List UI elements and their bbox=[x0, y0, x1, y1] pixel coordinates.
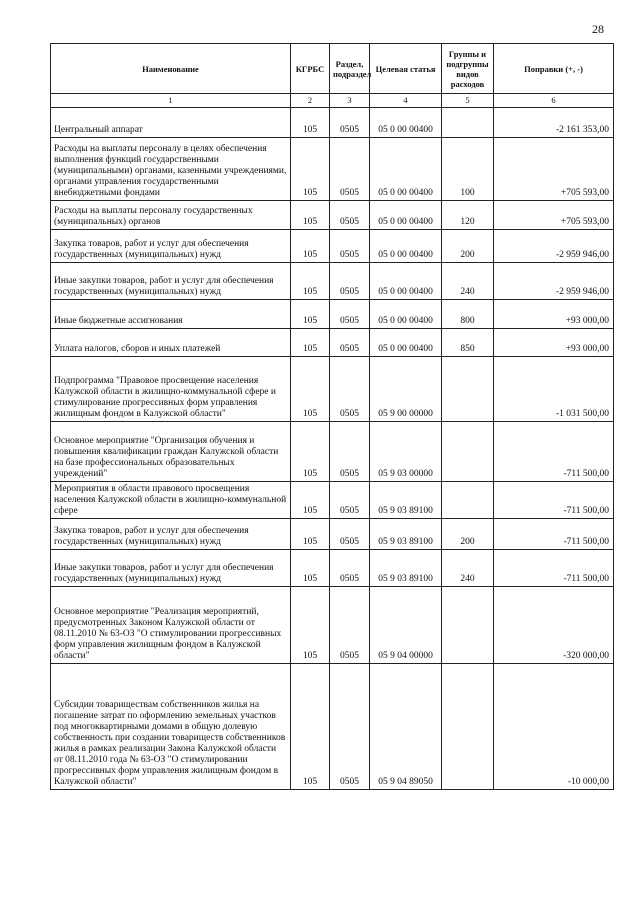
row-amount: -10 000,00 bbox=[494, 664, 614, 790]
row-kgrbs: 105 bbox=[291, 138, 330, 201]
header-row bbox=[51, 44, 614, 94]
row-kgrbs: 105 bbox=[291, 201, 330, 230]
index-row bbox=[51, 94, 614, 108]
header-kgrbs: КГРБС bbox=[291, 44, 330, 94]
row-kgrbs: 105 bbox=[291, 230, 330, 263]
table-row bbox=[51, 519, 614, 550]
row-target: 05 0 00 00400 bbox=[370, 329, 442, 357]
row-kgrbs: 105 bbox=[291, 482, 330, 519]
row-name: Уплата налогов, сборов и иных платежей bbox=[51, 329, 291, 357]
table-row bbox=[51, 108, 614, 138]
row-razdel: 0505 bbox=[330, 550, 370, 587]
row-amount: -1 031 500,00 bbox=[494, 357, 614, 422]
index-cell: 5 bbox=[442, 94, 494, 108]
row-group bbox=[442, 587, 494, 664]
row-name: Иные закупки товаров, работ и услуг для обеспечения государственных (муниципальных) нужд bbox=[51, 263, 291, 300]
row-name: Иные закупки товаров, работ и услуг для обеспечения государственных (муниципальных) нужд bbox=[51, 550, 291, 587]
table-row bbox=[51, 664, 614, 790]
row-target: 05 0 00 00400 bbox=[370, 201, 442, 230]
table-body bbox=[51, 108, 614, 790]
row-target: 05 0 00 00400 bbox=[370, 108, 442, 138]
row-razdel: 0505 bbox=[330, 263, 370, 300]
row-target: 05 0 00 00400 bbox=[370, 300, 442, 329]
index-cell: 6 bbox=[494, 94, 614, 108]
row-name: Расходы на выплаты персоналу в целях обеспечения выполнения функций государственными (муниципальными) органами, казенными учреждениями, органами управления государственными внебюджетными фондами bbox=[51, 138, 291, 201]
header-amendments: Поправки (+, -) bbox=[494, 44, 614, 94]
row-amount: -320 000,00 bbox=[494, 587, 614, 664]
row-razdel: 0505 bbox=[330, 138, 370, 201]
row-kgrbs: 105 bbox=[291, 108, 330, 138]
row-target: 05 0 00 00400 bbox=[370, 138, 442, 201]
row-kgrbs: 105 bbox=[291, 550, 330, 587]
row-amount: -711 500,00 bbox=[494, 550, 614, 587]
table-row bbox=[51, 138, 614, 201]
row-name: Подпрограмма "Правовое просвещение населения Калужской области в жилищно-коммунальной сфере и стимулирование прогрессивных форм управления жилищным фондом в Калужской области" bbox=[51, 357, 291, 422]
row-name: Закупка товаров, работ и услуг для обеспечения государственных (муниципальных) нужд bbox=[51, 519, 291, 550]
row-razdel: 0505 bbox=[330, 201, 370, 230]
row-target: 05 9 04 00000 bbox=[370, 587, 442, 664]
row-amount: -2 161 353,00 bbox=[494, 108, 614, 138]
row-kgrbs: 105 bbox=[291, 422, 330, 482]
row-target: 05 0 00 00400 bbox=[370, 230, 442, 263]
row-name: Расходы на выплаты персоналу государственных (муниципальных) органов bbox=[51, 201, 291, 230]
row-amount: +705 593,00 bbox=[494, 138, 614, 201]
row-name: Основное мероприятие "Организация обучения и повышения квалификации граждан Калужской области на базе профессиональных образовательных учреждений" bbox=[51, 422, 291, 482]
index-cell: 1 bbox=[51, 94, 291, 108]
row-amount: -711 500,00 bbox=[494, 422, 614, 482]
row-kgrbs: 105 bbox=[291, 357, 330, 422]
header-razdel: Раздел, подраздел bbox=[330, 44, 370, 94]
table-row bbox=[51, 357, 614, 422]
row-group bbox=[442, 664, 494, 790]
row-group: 800 bbox=[442, 300, 494, 329]
table-row bbox=[51, 300, 614, 329]
row-name: Иные бюджетные ассигнования bbox=[51, 300, 291, 329]
row-name: Основное мероприятие "Реализация мероприятий, предусмотренных Законом Калужской области от 08.11.2010 № 63-ОЗ "О стимулировании прогрессивных форм управления жилищным фондом в Калужской области" bbox=[51, 587, 291, 664]
row-group: 200 bbox=[442, 230, 494, 263]
row-amount: +93 000,00 bbox=[494, 300, 614, 329]
row-kgrbs: 105 bbox=[291, 300, 330, 329]
row-razdel: 0505 bbox=[330, 108, 370, 138]
row-group: 100 bbox=[442, 138, 494, 201]
index-cell: 2 bbox=[291, 94, 330, 108]
row-amount: -711 500,00 bbox=[494, 482, 614, 519]
row-kgrbs: 105 bbox=[291, 519, 330, 550]
row-group bbox=[442, 482, 494, 519]
row-name: Мероприятия в области правового просвещения населения Калужской области в жилищно-коммунальной сфере bbox=[51, 482, 291, 519]
row-amount: +705 593,00 bbox=[494, 201, 614, 230]
row-target: 05 9 03 89100 bbox=[370, 519, 442, 550]
table-row bbox=[51, 201, 614, 230]
row-razdel: 0505 bbox=[330, 329, 370, 357]
row-group: 850 bbox=[442, 329, 494, 357]
header-target: Целевая статья bbox=[370, 44, 442, 94]
row-amount: -2 959 946,00 bbox=[494, 263, 614, 300]
row-target: 05 9 03 89100 bbox=[370, 550, 442, 587]
row-amount: +93 000,00 bbox=[494, 329, 614, 357]
budget-table bbox=[50, 43, 614, 790]
row-group bbox=[442, 108, 494, 138]
row-razdel: 0505 bbox=[330, 230, 370, 263]
row-target: 05 0 00 00400 bbox=[370, 263, 442, 300]
table-row bbox=[51, 329, 614, 357]
header-name: Наименование bbox=[51, 44, 291, 94]
row-group bbox=[442, 357, 494, 422]
row-target: 05 9 03 89100 bbox=[370, 482, 442, 519]
index-cell: 4 bbox=[370, 94, 442, 108]
row-target: 05 9 03 00000 bbox=[370, 422, 442, 482]
row-razdel: 0505 bbox=[330, 357, 370, 422]
row-name: Субсидии товариществам собственников жилья на погашение затрат по оформлению земельных участков под многоквартирными домами в общую долевую собственность при создании товариществ собственников жилья в рамках реализации Закона Калужской области от 08.11.2010 года № 63-ОЗ "О стимулировании прогрессивных форм управления жилищным фондом в Калужской области" bbox=[51, 664, 291, 790]
header-groups: Группы и подгруппы видов расходов bbox=[442, 44, 494, 94]
row-kgrbs: 105 bbox=[291, 587, 330, 664]
row-target: 05 9 04 89050 bbox=[370, 664, 442, 790]
row-amount: -711 500,00 bbox=[494, 519, 614, 550]
row-razdel: 0505 bbox=[330, 300, 370, 329]
row-razdel: 0505 bbox=[330, 519, 370, 550]
row-razdel: 0505 bbox=[330, 587, 370, 664]
row-razdel: 0505 bbox=[330, 482, 370, 519]
row-group: 200 bbox=[442, 519, 494, 550]
table-row bbox=[51, 550, 614, 587]
table-row bbox=[51, 587, 614, 664]
row-razdel: 0505 bbox=[330, 664, 370, 790]
table-row bbox=[51, 230, 614, 263]
row-kgrbs: 105 bbox=[291, 664, 330, 790]
row-name: Центральный аппарат bbox=[51, 108, 291, 138]
table-row bbox=[51, 482, 614, 519]
row-kgrbs: 105 bbox=[291, 329, 330, 357]
row-group: 240 bbox=[442, 263, 494, 300]
row-amount: -2 959 946,00 bbox=[494, 230, 614, 263]
row-name: Закупка товаров, работ и услуг для обеспечения государственных (муниципальных) нужд bbox=[51, 230, 291, 263]
row-group: 240 bbox=[442, 550, 494, 587]
table-row bbox=[51, 422, 614, 482]
index-cell: 3 bbox=[330, 94, 370, 108]
row-target: 05 9 00 00000 bbox=[370, 357, 442, 422]
row-razdel: 0505 bbox=[330, 422, 370, 482]
row-group: 120 bbox=[442, 201, 494, 230]
page-number: 28 bbox=[592, 22, 604, 36]
row-kgrbs: 105 bbox=[291, 263, 330, 300]
row-group bbox=[442, 422, 494, 482]
table-row bbox=[51, 263, 614, 300]
